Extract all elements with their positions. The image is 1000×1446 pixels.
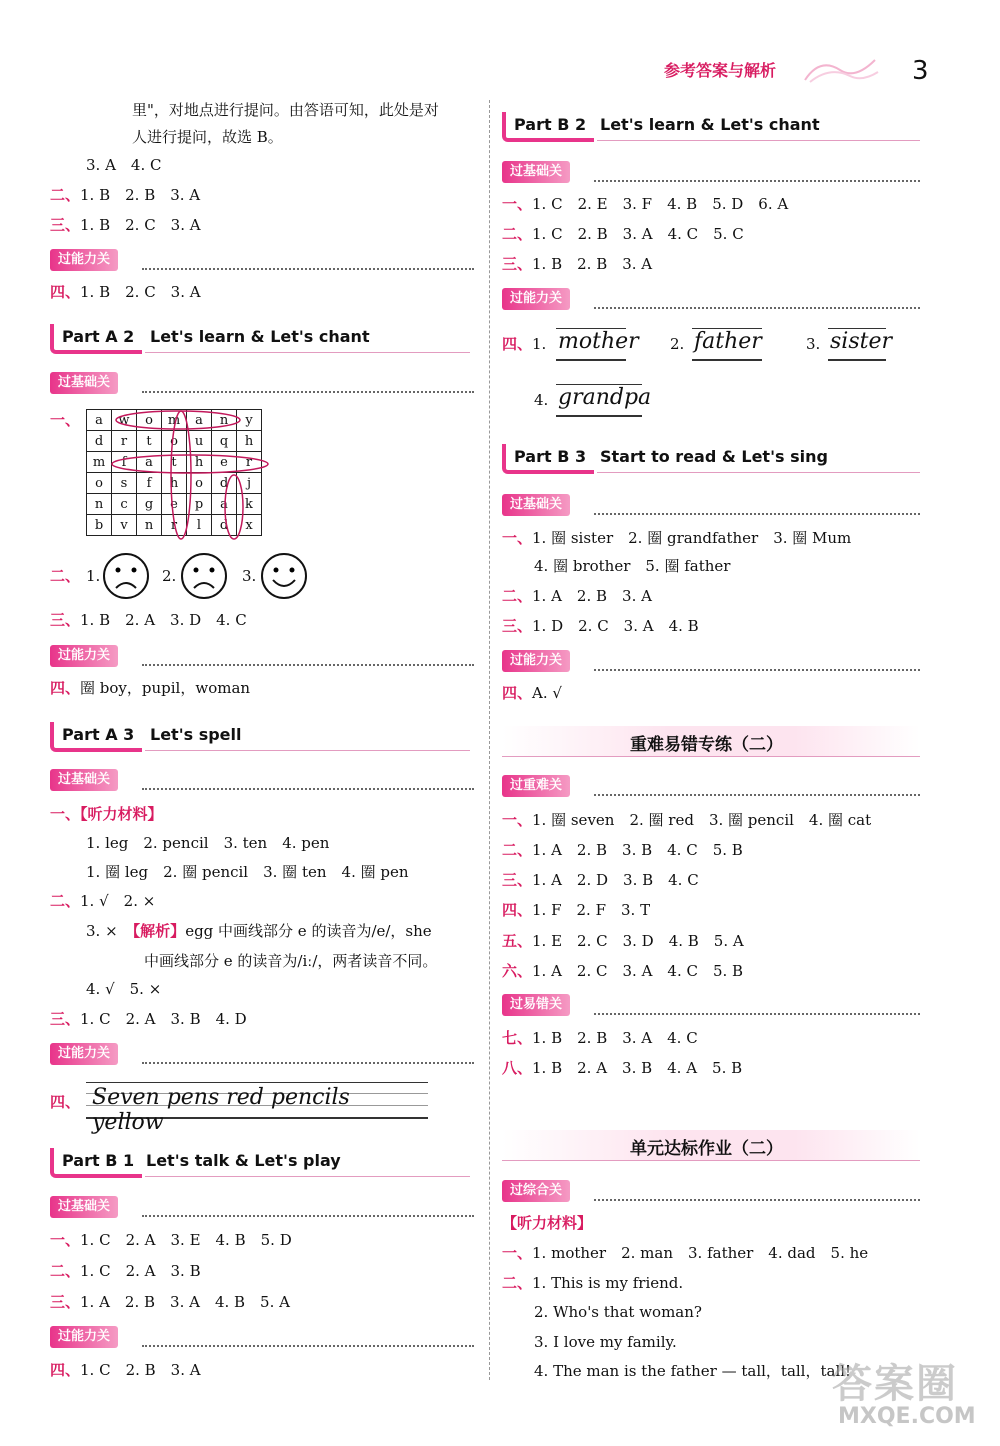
answer-row (50, 891, 155, 911)
answer-text: 1. A 2. B 3. B 4. C 5. B (532, 841, 743, 859)
part-label: Part B 1 (50, 1148, 142, 1178)
grid-cell: f (112, 452, 137, 473)
analysis-line: 中画线部分 e 的读音为/iː/，两者读音不同。 (144, 952, 438, 970)
answer-row (50, 1092, 80, 1112)
section-tag: 过重难关 (502, 775, 570, 797)
answer-text: 1. B 2. B 3. A (80, 186, 201, 204)
answer-row (502, 1028, 698, 1048)
answer-text: 1. C 2. A 3. B (80, 1262, 201, 1280)
item-number: 四、 (502, 684, 533, 702)
answer-row (50, 282, 201, 302)
answer-line: 4. √ 5. × (86, 980, 162, 998)
section-heading: 重难易错专练（二） (630, 735, 783, 755)
grid-cell: f (137, 473, 162, 494)
grid-cell: l (187, 515, 212, 536)
answer-text: A. √ (532, 684, 562, 702)
grid-cell: o (187, 473, 212, 494)
item-number: 二、 (50, 186, 81, 204)
handwriting-box-mother (556, 328, 639, 361)
answer-row (502, 931, 744, 951)
answer-row (50, 678, 250, 698)
section-tag: 过基础关 (50, 1196, 118, 1218)
answer-text: 1. F 2. F 3. T (532, 901, 651, 919)
handwriting-box-father (692, 328, 762, 361)
answer-row (50, 215, 201, 235)
section-tag: 过基础关 (502, 161, 570, 183)
grid-cell: s (112, 473, 137, 494)
part-rule (145, 1176, 470, 1177)
listening-label: 【听力材料】 (502, 1214, 593, 1232)
answer-row (502, 840, 743, 860)
item-number: 三、 (502, 871, 533, 889)
dotted-rule (594, 307, 920, 309)
dotted-rule (142, 1345, 474, 1347)
grid-cell: u (187, 431, 212, 452)
item-number: 二、 (50, 892, 81, 910)
grid-cell: p (187, 494, 212, 515)
answer-text: 1. C 2. B 3. A (80, 1361, 201, 1379)
item-number: 四、 (50, 679, 81, 697)
handwriting-lines (86, 1082, 428, 1135)
face-label-2: 2. (162, 567, 177, 585)
sad-face-icon (102, 552, 150, 600)
analysis-label: 【解析】 (132, 922, 186, 940)
answer-row (502, 334, 546, 354)
answer-row (502, 224, 744, 244)
item-number: 二、 (502, 1274, 533, 1292)
answer-row (50, 1292, 290, 1312)
part-a3-header (50, 722, 470, 752)
answer-line: 2. Who's that woman? (534, 1303, 702, 1321)
answer-text: 1. √ 2. × (80, 892, 156, 910)
grid-cell: t (162, 452, 187, 473)
item-number: 四、 (50, 1361, 81, 1379)
item-number: 三、 (50, 611, 81, 629)
item-number: 五、 (502, 932, 533, 950)
answer-text: 1. 圈 sister 2. 圈 grandfather 3. 圈 Mum (532, 529, 852, 547)
answer-row (502, 810, 871, 830)
answer-text: 1. B 2. B 3. A 4. C (532, 1029, 698, 1047)
grid-cell: r (237, 452, 262, 473)
grid-cell: a (87, 410, 112, 431)
grid-cell: r (112, 431, 137, 452)
grid-cell: c (112, 494, 137, 515)
grid-cell: n (137, 515, 162, 536)
answer-row (502, 194, 788, 214)
answer-text: 1. A 2. D 3. B 4. C (532, 871, 699, 889)
part-a2-header (50, 324, 470, 354)
part-rule (597, 140, 920, 141)
item-number: 一、 (502, 195, 533, 213)
grid-cell: m (87, 452, 112, 473)
item-number: 八、 (502, 1059, 533, 1077)
answer-text: 1. C 2. E 3. F 4. B 5. D 6. A (532, 195, 789, 213)
handwritten-word: grandpa (558, 385, 652, 410)
item-number: 四、 (502, 901, 533, 919)
circle-mother (171, 411, 191, 539)
section-tag: 过能力关 (50, 645, 118, 667)
answer-row (502, 1058, 742, 1078)
dotted-rule (594, 1199, 920, 1201)
dotted-rule (142, 1062, 474, 1064)
handwriting-box-sister (828, 328, 892, 361)
grid-cell: k (237, 494, 262, 515)
answer-text: 1. A 2. B 3. A 4. B 5. A (80, 1293, 290, 1311)
answer-row (50, 1360, 201, 1380)
answer-row (50, 566, 80, 586)
part-rule (597, 472, 920, 473)
face-label-1: 1. (86, 567, 101, 585)
answer-row (502, 870, 699, 890)
answer-row (502, 586, 652, 606)
item-number: 三、 (50, 216, 81, 234)
sad-face-icon (180, 552, 228, 600)
answer-text: 1. This is my friend. (532, 1274, 684, 1292)
grid-cell: g (137, 494, 162, 515)
answer-text: 1. A 2. C 3. A 4. C 5. B (532, 962, 744, 980)
item-number: 二、 (502, 587, 533, 605)
grid-cell: n (212, 410, 237, 431)
section-tag: 过基础关 (50, 769, 118, 791)
grid-cell: n (87, 494, 112, 515)
item-number: 四、 (502, 335, 533, 353)
part-b2-header (502, 112, 920, 142)
face-label-3: 3. (242, 567, 257, 585)
part-rule (145, 352, 470, 353)
item-number: 二、 (502, 225, 533, 243)
answer-row (50, 1230, 292, 1250)
item-number: 二、 (50, 567, 81, 585)
answer-row (502, 1243, 868, 1263)
grid-cell: v (112, 515, 137, 536)
part-title: Let's talk & Let's play (146, 1151, 341, 1170)
handwritten-word: mother (558, 329, 639, 354)
answer-text: 1. 圈 seven 2. 圈 red 3. 圈 pencil 4. 圈 cat (532, 811, 872, 829)
grid-cell: a (137, 452, 162, 473)
happy-face-icon (260, 552, 308, 600)
answer-text: 1. E 2. C 3. D 4. B 5. A (532, 932, 744, 950)
answer-line: 1. 圈 leg 2. 圈 pencil 3. 圈 ten 4. 圈 pen (86, 863, 409, 881)
grid-cell: m (162, 410, 187, 431)
grid-cell: e (162, 494, 187, 515)
circle-dad (225, 475, 243, 539)
answer-row (502, 961, 743, 981)
dotted-rule (142, 1215, 474, 1217)
section-tag: 过能力关 (50, 249, 118, 271)
item-number: 三、 (50, 1010, 81, 1028)
section-tag: 过基础关 (50, 372, 118, 394)
grid-cell: d (212, 515, 237, 536)
part-rule (145, 750, 470, 751)
header-decoration-icon (800, 52, 880, 86)
watermark-url: MXQE.COM (838, 1404, 976, 1429)
answer-text: 1. B 2. A 3. B 4. A 5. B (532, 1059, 743, 1077)
answer-line: 4. The man is the father — tall，tall，tall! (534, 1362, 852, 1380)
answer-line (86, 921, 432, 941)
word-label: 2. (670, 335, 685, 353)
grid-cell: h (237, 431, 262, 452)
grid-cell: q (212, 431, 237, 452)
section-tag: 过能力关 (502, 650, 570, 672)
answer-row (502, 254, 652, 274)
item-number: 一、 (50, 1231, 81, 1249)
answer-text: 1. B 2. C 3. A (80, 216, 201, 234)
intro-line-2: 人进行提问，故选 B。 (132, 128, 283, 146)
part-b1-header (50, 1148, 470, 1178)
watermark-logo: 答案圈 (832, 1361, 958, 1407)
answer-row (50, 804, 163, 824)
section-tag: 过基础关 (502, 494, 570, 516)
item-number: 二、 (502, 841, 533, 859)
grid-cell: o (137, 410, 162, 431)
answer-row (50, 1009, 247, 1029)
dotted-rule (142, 268, 474, 270)
item-number: 七、 (502, 1029, 533, 1047)
item-number: 一、 (50, 805, 81, 823)
grid-cell: d (87, 431, 112, 452)
item-number (50, 410, 80, 430)
handwritten-word: sister (830, 329, 892, 354)
grid-cell: h (162, 473, 187, 494)
column-divider (489, 100, 490, 1380)
handwritten-word: father (694, 329, 762, 354)
answer-row (502, 616, 699, 636)
section-tag: 过能力关 (50, 1043, 118, 1065)
dotted-rule (142, 391, 474, 393)
item-number: 一、 (502, 529, 533, 547)
item-number: 三、 (502, 617, 533, 635)
answer-row (502, 528, 851, 548)
word-label: 3. (806, 335, 821, 353)
part-label: Part B 3 (502, 444, 594, 474)
item-number: 一、 (502, 1244, 533, 1262)
dotted-rule (594, 669, 920, 671)
answer-text: 1. C 2. A 3. B 4. D (80, 1010, 247, 1028)
dotted-rule (594, 513, 920, 515)
answer-line: 1. leg 2. pencil 3. ten 4. pen (86, 834, 330, 852)
word-search-circles (86, 409, 276, 541)
dotted-rule (142, 664, 474, 666)
answer-text: 1. A 2. B 3. A (532, 587, 652, 605)
part-title: Let's learn & Let's chant (600, 115, 820, 134)
intro-line-3: 3. A 4. C (86, 156, 162, 174)
section-heading: 单元达标作业（二） (630, 1139, 783, 1159)
handwritten-answer: Seven pens red pencils yellow (92, 1085, 350, 1135)
page-number: 3 (912, 56, 929, 86)
word-label: 4. (534, 391, 549, 409)
grid-cell: j (237, 473, 262, 494)
answer-text: 1. C 2. A 3. E 4. B 5. D (80, 1231, 292, 1249)
grid-cell: w (112, 410, 137, 431)
item-number: 一、 (50, 411, 81, 429)
part-title: Let's spell (150, 725, 242, 744)
dotted-rule (594, 180, 920, 182)
item-number: 四、 (50, 1093, 81, 1111)
word-label: 1. (532, 335, 547, 353)
header-title: 参考答案与解析 (664, 61, 777, 80)
grid-cell: t (137, 431, 162, 452)
answer-text: 1. C 2. B 3. A 4. C 5. C (532, 225, 744, 243)
answer-row (50, 1261, 201, 1281)
section-tag: 过综合关 (502, 1180, 570, 1202)
answer-text: 1. B 2. B 3. A (532, 255, 653, 273)
answer-row (502, 1273, 683, 1293)
section-tag: 过能力关 (502, 288, 570, 310)
item-number: 六、 (502, 962, 533, 980)
dotted-rule (142, 788, 474, 790)
section-tag: 过能力关 (50, 1326, 118, 1348)
part-label: Part A 2 (50, 324, 142, 354)
answer-line: 4. 圈 brother 5. 圈 father (534, 557, 731, 575)
grid-cell: y (237, 410, 262, 431)
listening-label: 【听力材料】 (80, 805, 163, 823)
part-label: Part A 3 (50, 722, 142, 752)
item-number: 三、 (50, 1293, 81, 1311)
answer-text: 1. B 2. A 3. D 4. C (80, 611, 247, 629)
dotted-rule (594, 1013, 920, 1015)
grid-cell: a (212, 494, 237, 515)
answer-row (502, 683, 562, 703)
part-title: Let's learn & Let's chant (150, 327, 370, 346)
grid-cell: o (87, 473, 112, 494)
answer-text: 3. × (86, 922, 118, 940)
answer-row (502, 900, 650, 920)
answer-line: 3. I love my family. (534, 1333, 677, 1351)
grid-cell: d (212, 473, 237, 494)
grid-cell: o (162, 431, 187, 452)
item-number: 三、 (502, 255, 533, 273)
analysis-text: egg 中画线部分 e 的读音为/e/，she (185, 922, 432, 940)
part-title: Start to read & Let's sing (600, 447, 828, 466)
item-number: 一、 (502, 811, 533, 829)
intro-line-1: 里"，对地点进行提问。由答语可知，此处是对 (132, 101, 439, 119)
grid-cell: e (212, 452, 237, 473)
answer-row (50, 610, 247, 630)
grid-cell: h (187, 452, 212, 473)
section-tag: 过易错关 (502, 994, 570, 1016)
grid-cell: b (87, 515, 112, 536)
grid-cell: x (237, 515, 262, 536)
grid-cell: a (187, 410, 212, 431)
answer-text: 圈 boy，pupil，woman (80, 679, 251, 697)
part-label: Part B 2 (502, 112, 594, 142)
grid-cell: r (162, 515, 187, 536)
item-number: 二、 (50, 1262, 81, 1280)
answer-text: 1. D 2. C 3. A 4. B (532, 617, 699, 635)
handwriting-box-grandpa (556, 384, 652, 417)
answer-row (50, 185, 200, 205)
item-number: 四、 (50, 283, 81, 301)
dotted-rule (594, 794, 920, 796)
part-b3-header (502, 444, 920, 474)
answer-text: 1. mother 2. man 3. father 4. dad 5. he (532, 1244, 869, 1262)
answer-text: 1. B 2. C 3. A (80, 283, 201, 301)
